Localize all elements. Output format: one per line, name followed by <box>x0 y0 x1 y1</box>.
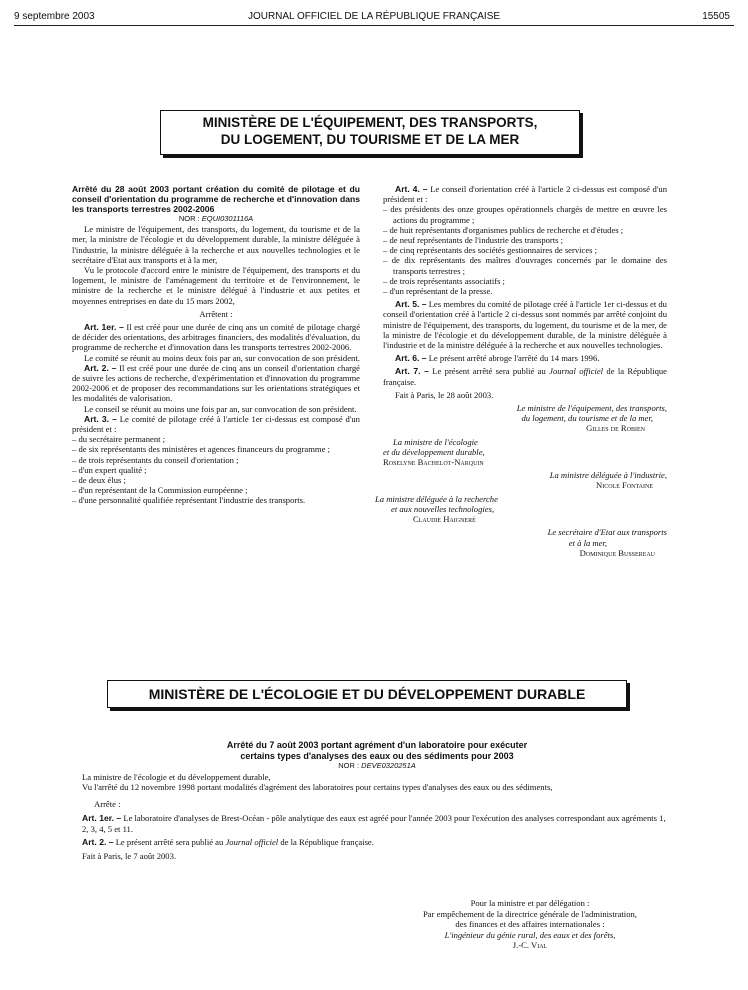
ministry-heading-line1: MINISTÈRE DE L'ÉQUIPEMENT, DES TRANSPORTS, <box>202 115 538 130</box>
decree2-fait: Fait à Paris, le 7 août 2003. <box>82 850 177 861</box>
d2-sig-1: Pour la ministre et par délégation : <box>470 898 590 908</box>
nor-label: NOR : <box>338 761 360 770</box>
art4-item: – de huit représentants d'organismes publics de recherche et d'études ; <box>383 224 624 235</box>
art4-label: Art. 4. – <box>395 184 428 194</box>
nor-code: EQUI0301116A <box>201 214 254 223</box>
decree2-title-1: Arrêté du 7 août 2003 portant agrément d'un laboratoire pour exécuter <box>226 740 528 750</box>
art3-item: – d'un expert qualité ; <box>72 464 147 475</box>
art4-item: – de trois représentants associatifs ; <box>383 275 505 286</box>
decree2-signature <box>380 898 680 951</box>
art3-item: – de trois représentants du conseil d'orientation ; <box>72 454 239 465</box>
art3-label: Art. 3. – <box>84 413 117 424</box>
ministry2-heading-line1: MINISTÈRE DE L'ÉCOLOGIE ET DU DÉVELOPPEMENT DURABLE <box>148 686 586 702</box>
decree2-body <box>82 740 672 861</box>
d2-sig-2: Par empêchement de la directrice générale de l'administration, <box>423 908 637 919</box>
decree2-arrete: Arrête : <box>94 798 121 809</box>
art2-text: Il est créé pour une durée de cinq ans un conseil d'orientation chargé de suivre les actions de recherche, d'expérimentation et d'innovation du programme 2002-2006 et de proposer des recommandations sur les orientations stratégiques et les modalités de valorisation. <box>72 362 360 404</box>
d2-art2-text-b: de la République française. <box>278 837 374 847</box>
d2-art2-journal: Journal officiel <box>225 837 279 847</box>
art4-item: – de neuf représentants de l'industrie des transports ; <box>383 235 564 246</box>
art3-item: – du secrétaire permanent ; <box>72 434 166 445</box>
sig2-role-2: et du développement durable, <box>383 446 485 457</box>
decree1-art4 <box>383 184 667 204</box>
sig1-role-2: du logement, du tourisme et de la mer, <box>521 413 653 424</box>
decree2-nor <box>82 761 672 772</box>
art4-text: Le conseil d'orientation créé à l'article 2 ci-dessus est composé d'un président et : <box>383 184 667 205</box>
nor-code: DEVE0320251A <box>361 761 416 770</box>
decree2-vu: Vu l'arrêté du 12 novembre 1998 portant modalités d'agrément des laboratoires pour certains types d'analyses des eaux ou des sédiments, <box>82 782 553 792</box>
sig4-role-2: et aux nouvelles technologies, <box>391 503 495 514</box>
sig5-role-2: et à la mer, <box>568 537 607 548</box>
sig2-name: Roselyne Bachelot-Narquin <box>383 457 484 468</box>
art5-text: Les membres du comité de pilotage créé à l'article 1er ci-dessus et du conseil d'orientation créé à l'article 2 ci-dessus sont nommés par arrêté conjoint du ministre de l'équipement, des transports, du logement, du tourisme et de la mer, de la ministre de l'écologie et du développement durable, de la ministre déléguée à l'industrie et de la ministre déléguée à la recherche et aux nouvelles technologies. <box>383 299 667 351</box>
d2-art2-text-a: Le présent arrêté sera publié au <box>115 837 226 847</box>
decree1-fait: Fait à Paris, le 28 août 2003. <box>395 389 494 400</box>
art4-item: – des présidents des onze groupes opérationnels chargés de mettre en œuvre les actions du programme ; <box>383 204 667 225</box>
art3-item: – de six représentants des ministères et agences financeurs du programme ; <box>72 444 330 455</box>
d2-sig-3: des finances et des affaires internationales : <box>455 919 605 929</box>
decree1-arretent: Arrêtent : <box>199 308 233 319</box>
sig1-role-1: Le ministre de l'équipement, des transports, <box>516 403 667 414</box>
decree1-art2-p2: Le conseil se réunit au moins une fois par an, sur convocation de son président. <box>84 403 357 414</box>
decree1-art1-p2: Le comité se réunit au moins deux fois par an, sur convocation de son président. <box>84 352 360 363</box>
sig4-role-1: La ministre déléguée à la recherche <box>375 493 498 504</box>
art6-label: Art. 6. – <box>395 353 427 364</box>
decree2-art1 <box>82 813 672 834</box>
decree1-title: Arrêté du 28 août 2003 portant création du comité de pilotage et du conseil d'orientation du programme de recherche et d'innovation dans les transports terrestres 2002-2006 <box>72 184 360 214</box>
sig2-role-1: La ministre de l'écologie <box>393 436 478 447</box>
d2-art1-label: Art. 1er. – <box>82 813 122 823</box>
art4-item: – d'un représentant de la presse. <box>383 286 493 297</box>
sig5-role-1: Le secrétaire d'Etat aux transports <box>547 527 667 538</box>
art1-text: Il est créé pour une durée de cinq ans un comité de pilotage chargé de décider des orientations, des arbitrages financiers, des modalités d'évaluation, du programme de recherche et d'innovation dans les transports terrestres 2002-2006. <box>72 322 361 353</box>
decree1-preamble: Le ministre de l'équipement, des transports, du logement, du tourisme et de la mer, la ministre de l'écologie et du développement durable, la ministre déléguée à l'industrie, la ministre déléguée à la recherche et aux nouvelles technologies et le secrétaire d'Etat aux transports et à la mer, <box>72 224 360 265</box>
art2-label: Art. 2. – <box>84 362 117 373</box>
d2-sig-4: L'ingénieur du génie rural, des eaux et des forêts, <box>444 929 616 940</box>
sig4-name: Claudie Haigneré <box>413 514 476 525</box>
decree1-right-column <box>375 184 667 558</box>
header-page-number: 15505 <box>702 11 730 22</box>
d2-sig-5: J.-C. Vial <box>512 940 548 950</box>
decree1-vu: Vu le protocole d'accord entre le ministre de l'équipement, des transports et du logement, le ministre de l'aménagement du territoire et de l'environnement, le ministre de la recherche et le ministre délégué à l'industrie et aux petites et moyennes entreprises en date du 15 mars 2002, <box>72 265 360 306</box>
art3-item: – de deux élus ; <box>72 475 126 486</box>
art4-item: – de dix représentants des maîtres d'ouvrages concernés par le domaine des transports terrestres ; <box>383 255 667 276</box>
d2-art2-label: Art. 2. – <box>82 837 114 847</box>
page-header <box>14 8 734 24</box>
sig3-name: Nicole Fontaine <box>596 480 653 491</box>
header-rule <box>14 25 734 26</box>
art7-label: Art. 7. – <box>395 366 429 377</box>
decree1-art5 <box>383 299 667 350</box>
sig1-name: Gilles de Robien <box>586 423 645 434</box>
header-journal-title: JOURNAL OFFICIEL DE LA RÉPUBLIQUE FRANÇAISE <box>247 11 501 22</box>
decree2-art2 <box>82 837 672 848</box>
art7-text-a: Le présent arrêté sera publié au <box>432 366 550 377</box>
decree1-art6 <box>383 353 667 363</box>
nor-label: NOR : <box>178 214 200 223</box>
art3-item: – d'une personnalité qualifiée représentant l'industrie des transports. <box>72 495 306 506</box>
art7-text-b: de la République française. <box>383 366 667 387</box>
decree1-nor <box>72 214 360 224</box>
sig5-name: Dominique Bussereau <box>579 547 655 558</box>
art5-label: Art. 5. – <box>395 299 427 310</box>
ministry-heading-equipement <box>160 110 580 155</box>
decree1-art3 <box>72 414 360 434</box>
art1-label: Art. 1er. – <box>84 322 124 333</box>
ministry-heading-line2: DU LOGEMENT, DU TOURISME ET DE LA MER <box>220 132 520 147</box>
art7-journal: Journal officiel <box>549 366 604 377</box>
decree1-art1 <box>72 322 360 353</box>
sig3-role: La ministre déléguée à l'industrie, <box>549 470 667 481</box>
decree1-art2 <box>72 363 360 404</box>
ministry-heading-ecologie <box>107 680 627 708</box>
art3-item: – d'un représentant de la Commission européenne ; <box>72 485 248 496</box>
header-date: 9 septembre 2003 <box>14 11 95 22</box>
decree2-preamble: La ministre de l'écologie et du développement durable, <box>82 771 271 782</box>
art6-text: Le présent arrêté abroge l'arrêté du 14 mars 1996. <box>428 353 600 364</box>
decree2-title-2: certains types d'analyses des eaux ou des sédiments pour 2003 <box>240 750 514 761</box>
decree1-left-column <box>72 184 360 506</box>
d2-art1-text: Le laboratoire d'analyses de Brest-Océan - pôle analytique des eaux est agréé pour l'année 2003 pour l'exécution des analyses correspondant aux agréments 1, 2, 3, 4, 5 et 11. <box>82 813 666 834</box>
art4-item: – de cinq représentants des sociétés gestionnaires de services ; <box>383 245 598 256</box>
decree1-art7 <box>383 366 667 386</box>
art3-text: Le comité de pilotage créé à l'article 1er ci-dessus est composé d'un président et : <box>72 413 360 435</box>
